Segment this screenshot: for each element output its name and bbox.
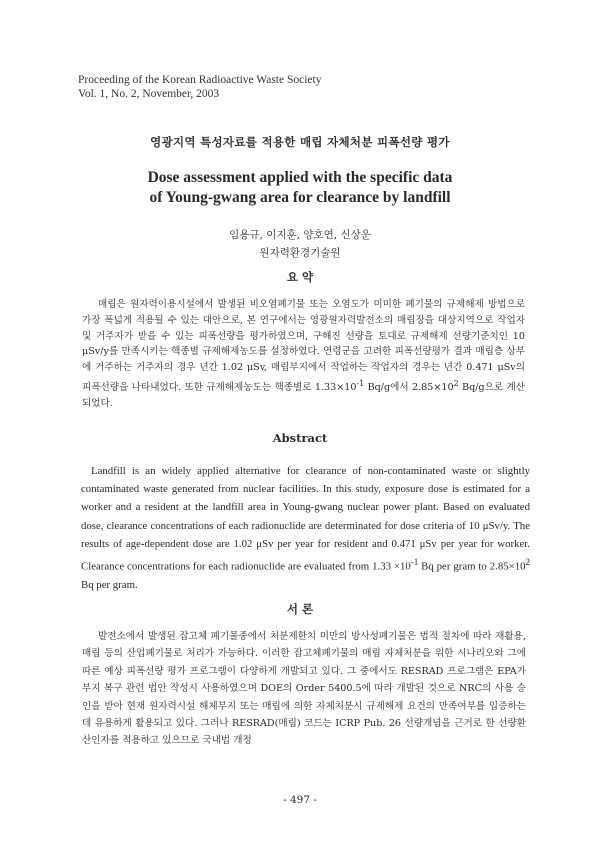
- page-number: - 497 -: [283, 794, 317, 806]
- proceeding-journal: Proceeding of the Korean Radioactive Waste Society: [78, 74, 322, 86]
- authors: 임용규, 이지훈, 양호연, 신상운: [229, 229, 371, 241]
- english-title-line-2: of Young-gwang area for clearance by landfill: [149, 189, 451, 206]
- korean-abstract-tail: Bq/g으로 계산되었다.: [82, 382, 526, 409]
- english-abstract: [81, 462, 530, 594]
- introduction-heading: 서 론: [286, 602, 314, 616]
- conc-low-unit: Bq per gram to: [418, 560, 490, 573]
- english-abstract-tail: Bq per gram.: [81, 578, 138, 591]
- conc-low-value: 1.33 ×10: [372, 560, 411, 573]
- english-title-line-1: Dose assessment applied with the specific data: [147, 169, 453, 186]
- korean-abstract-heading: 요 약: [286, 270, 314, 284]
- conc-high-exponent: 2: [525, 557, 530, 568]
- korean-abstract: [82, 297, 525, 412]
- conc-high-value: 2.85×10: [489, 560, 526, 573]
- affiliation: 원자력환경기술원: [259, 247, 341, 259]
- conc-high-exponent: 2: [453, 378, 459, 388]
- english-abstract-text: Landfill is an widely applied alternative for clearance of non-contaminated waste or slightly contaminated waste generated from nuclear facilities. In this study, exposure dose is estimated for a worker and a resident at the landfill area in Young-gwang nuclear power plant. Based on evaluated dose, clearance concentrations of each radionuclide are determinated for dose criteria of 10 μSv/y. The results of age-dependent dose are 1.02 μSv per year for resident and 0.471 μSv per year for worker. Clearance concentrations for each radionuclide are evaluated from: [81, 465, 530, 573]
- conc-low-unit: Bq/g에서: [364, 382, 413, 394]
- proceeding-header: [78, 73, 321, 101]
- conc-low-value: 1.33×10: [314, 382, 357, 394]
- proceeding-volume: Vol. 1, No. 2, November, 2003: [78, 88, 220, 100]
- introduction-text: 발전소에서 발생된 잡고체 폐기물중에서 처분제한치 미만의 방사성폐기물은 법적 절차에 따라 재활용, 매립 등의 산업폐기물로 처리가 가능하다. 이러한 잡고체폐기물의 매립 자체처분을 위한 시나리오와 그에 따른 예상 피폭선량 평가 프로그램이 다양하게 개발되고 있다. 그 중에서도 RESRAD 프로그램은 EPA가 부지 복구 관련 법안 작성시 사용하였으며 DOE의 Order 5400.5에 따라 개발된 것으로 NRC의 사용 승인을 받아 현재 원자력시설 해체부지 또는 매립에 의한 자체처분시 규제해제 요건의 만족여부를 입증하는데 유용하게 활용되고 있다. 그러나 RESRAD(매립) 코드는 ICRP Pub. 26 선량개념을 근거로 한 선량환산인자를 적용하고 있으므로 국내법 개정: [82, 631, 526, 747]
- conc-low-exponent: -1: [410, 557, 419, 568]
- korean-abstract-text: 매립은 원자력이용시설에서 발생된 비오염폐기물 또는 오염도가 미미한 폐기물의 규제해제 방법으로 가장 폭넓게 적용될 수 있는 대안으로, 본 연구에서는 영광원자력발전소의 매립장을 대상지역으로 작업자 및 거주자가 받을 수 있는 피폭선량을 평가하였으며, 구해진 선량을 토대로 규제해제 선량기준치인 10 μSv/y를 만족시키는 핵종별 규제해제농도를 설정하였다. 연령군을 고려한 피폭선량평가 결과 매립층 상부에 거주하는 거주자의 경우 년간 1.02 μSv, 매립부지에서 작업하는 작업자의 경우는 년간 0.471 μSv의 피폭선량을 나타내었다. 또한 규제해제농도는 핵종별로: [82, 299, 525, 394]
- abstract-heading: Abstract: [272, 431, 328, 445]
- conc-high-value: 2.85×10: [412, 382, 454, 394]
- english-title: [0, 168, 600, 208]
- korean-title: 영광지역 특성자료를 적용한 매립 자체처분 피폭선량 평가: [150, 135, 450, 149]
- conc-low-exponent: -1: [356, 378, 365, 388]
